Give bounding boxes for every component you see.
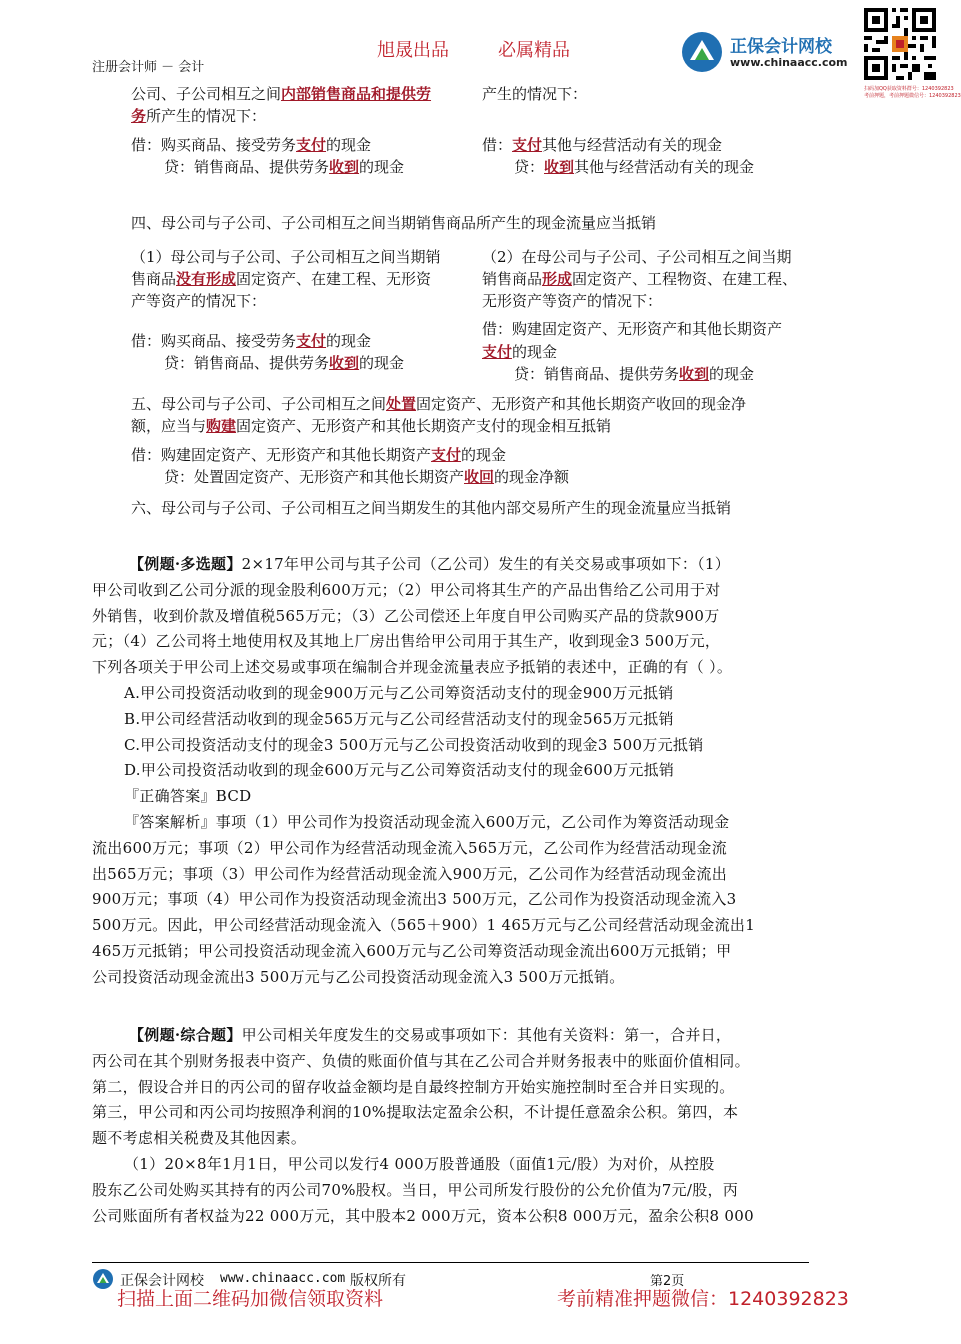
- example-2-line: 题不考虑相关税费及其他因素。: [92, 1129, 307, 1148]
- footer-site[interactable]: www.chinaacc.com: [220, 1271, 346, 1286]
- header-slogan-left: 旭晟出品: [377, 40, 449, 61]
- top-right-intro: 产生的情况下：: [482, 85, 588, 103]
- qr-note-2: 考前押题，考前押题微信号：1240392823: [864, 93, 961, 99]
- four-left-debit: 借：购买商品、接受劳务支付的现金: [131, 332, 372, 350]
- footer-promo-right: 考前精准押题微信：1240392823: [557, 1288, 849, 1310]
- four-right-2: 销售商品形成固定资产、工程物资、在建工程、: [482, 270, 798, 288]
- example-1-line: 下列各项关于甲公司上述交易或事项在编制合并现金流量表应予抵销的表述中，正确的有（ ）。: [92, 658, 733, 677]
- brand-name: 正保会计网校: [730, 37, 832, 57]
- header-subject: 注册会计师 － 会计: [92, 60, 205, 75]
- option-b: B.甲公司经营活动收到的现金565万元与乙公司经营活动支付的现金565万元抵销: [124, 709, 674, 728]
- analysis-line: 900万元；事项（4）甲公司作为投资活动现金流出3 500万元，乙公司作为投资活动现金流入3: [92, 890, 737, 909]
- example-2-line: 第三，甲公司和丙公司均按照净利润的10%提取法定盈余公积，不计提任意盈余公积。第四，本: [92, 1103, 739, 1122]
- footer-divider: [92, 1262, 809, 1263]
- example-2-line-0: 【例题·综合题】甲公司相关年度发生的交易或事项如下：其他有关资料：第一，合并日，: [129, 1026, 732, 1044]
- example-2-label: 【例题·综合题】: [129, 1026, 242, 1044]
- example-1-line: 外销售，收到价款及增值税565万元；（3）乙公司偿还上年度自甲公司购买产品的贷款900万: [92, 606, 720, 625]
- example-1-line-0: 【例题·多选题】2×17年甲公司与其子公司（乙公司）发生的有关交易或事项如下：（1）: [129, 555, 731, 573]
- four-left-3: 产等资产的情况下：: [131, 292, 267, 310]
- correct-answer: 『正确答案』BCD: [124, 787, 252, 806]
- top-left-debit: 借：购买商品、接受劳务支付的现金: [131, 136, 372, 154]
- five-credit: 贷：处置固定资产、无形资产和其他长期资产收回的现金净额: [164, 468, 570, 486]
- analysis-line: 出565万元；事项（3）甲公司作为经营活动现金流入900万元，乙公司作为经营活动现金流出: [92, 864, 728, 883]
- analysis-line: 公司投资活动现金流出3 500万元与乙公司投资活动现金流入3 500万元抵销。: [92, 967, 625, 986]
- example-2-item: 股东乙公司处购买其持有的丙公司70%股权。当日，甲公司所发行股份的公允价值为7元/股，丙: [92, 1180, 739, 1199]
- example-1-line: 元；（4）乙公司将土地使用权及其地上厂房出售给甲公司用于其生产，收到现金3 500万元，: [92, 632, 721, 651]
- example-2-line: 第二，假设合并日的丙公司的留存收益金额均是自最终控制方开始实施控制时至合并日实现的。: [92, 1077, 735, 1096]
- brand-logo-icon: [680, 30, 724, 74]
- example-1: [92, 552, 872, 991]
- four-left-1: （1）母公司与子公司、子公司相互之间当期销: [131, 248, 441, 266]
- example-1-line: 甲公司收到乙公司分派的现金股利600万元；（2）甲公司将其生产的产品出售给乙公司用于对: [92, 580, 721, 599]
- analysis-line: 『答案解析』事项（1）甲公司作为投资活动现金流入600万元，乙公司作为筹资活动现金: [124, 812, 730, 831]
- footer-page: 第2页: [650, 1274, 685, 1289]
- example-1-label: 【例题·多选题】: [129, 555, 242, 573]
- four-left-credit: 贷：销售商品、提供劳务收到的现金: [164, 354, 405, 372]
- example-2-item: （1）20×8年1月1日，甲公司以发行4 000万股普通股（面值1元/股）为对价，从控股: [124, 1154, 715, 1173]
- five-debit: 借：购建固定资产、无形资产和其他长期资产支付的现金: [131, 446, 507, 464]
- brand-url: www.chinaacc.com: [730, 56, 848, 69]
- section-four-title: 四、母公司与子公司、子公司相互之间当期销售商品所产生的现金流量应当抵销: [131, 214, 657, 232]
- footer-promo-left: 扫描上面二维码加微信领取资料: [117, 1288, 384, 1310]
- footer-brand: 正保会计网校: [120, 1273, 204, 1289]
- option-c: C.甲公司投资活动支付的现金3 500万元与乙公司投资活动收到的现金3 500万元抵销: [124, 735, 704, 754]
- analysis-line: 465万元抵销；甲公司投资活动现金流入600万元与乙公司筹资活动现金流出600万元抵销；甲: [92, 941, 732, 960]
- top-right-debit: 借：支付其他与经营活动有关的现金: [482, 136, 723, 154]
- section-six-title: 六、母公司与子公司、子公司相互之间当期发生的其他内部交易所产生的现金流量应当抵销: [131, 499, 732, 517]
- example-2: [92, 1023, 872, 1229]
- qr-code-icon: [860, 4, 940, 84]
- example-2-item: 公司账面所有者权益为22 000万元，其中股本2 000万元，资本公积8 000万元，盈余公积8 000: [92, 1206, 754, 1225]
- four-right-1: （2）在母公司与子公司、子公司相互之间当期: [482, 248, 792, 266]
- five-line-2: 额，应当与购建固定资产、无形资产和其他长期资产支付的现金相互抵销: [131, 417, 612, 435]
- footer-rights: 版权所有: [350, 1273, 406, 1289]
- top-right-credit: 贷：收到其他与经营活动有关的现金: [514, 158, 755, 176]
- four-right-debit-2: 支付的现金: [482, 343, 558, 361]
- top-left-credit: 贷：销售商品、提供劳务收到的现金: [164, 158, 405, 176]
- top-left-intro-1: 公司、子公司相互之间内部销售商品和提供劳: [131, 85, 432, 103]
- analysis-line: 流出600万元；事项（2）甲公司作为经营活动现金流入565万元，乙公司作为经营活动现金流: [92, 838, 728, 857]
- four-right-3: 无形资产等资产的情况下：: [482, 292, 663, 310]
- example-2-line: 丙公司在其个别财务报表中资产、负债的账面价值与其在乙公司合并财务报表中的账面价值相同。: [92, 1051, 750, 1070]
- four-right-credit: 贷：销售商品、提供劳务收到的现金: [514, 365, 755, 383]
- brand-logo[interactable]: [680, 30, 860, 74]
- qr-note-1: 扫码加QQ获取资料群号：1240392823: [864, 86, 954, 92]
- top-left-intro-2: 务所产生的情况下：: [131, 107, 267, 125]
- option-d: D.甲公司投资活动收到的现金600万元与乙公司筹资活动支付的现金600万元抵销: [124, 761, 675, 780]
- footer-logo-icon: [92, 1268, 114, 1290]
- qr-code[interactable]: [860, 4, 940, 84]
- four-right-debit-1: 借：购建固定资产、无形资产和其他长期资产: [482, 320, 783, 338]
- header-slogan-right: 必属精品: [498, 40, 570, 61]
- four-left-2: 售商品没有形成固定资产、在建工程、无形资: [131, 270, 432, 288]
- five-line-1: 五、母公司与子公司、子公司相互之间处置固定资产、无形资产和其他长期资产收回的现金净: [131, 395, 747, 413]
- analysis-line: 500万元。因此，甲公司经营活动现金流入（565＋900）1 465万元与乙公司经营活动现金流出1: [92, 916, 756, 935]
- option-a: A.甲公司投资活动收到的现金900万元与乙公司筹资活动支付的现金900万元抵销: [124, 683, 674, 702]
